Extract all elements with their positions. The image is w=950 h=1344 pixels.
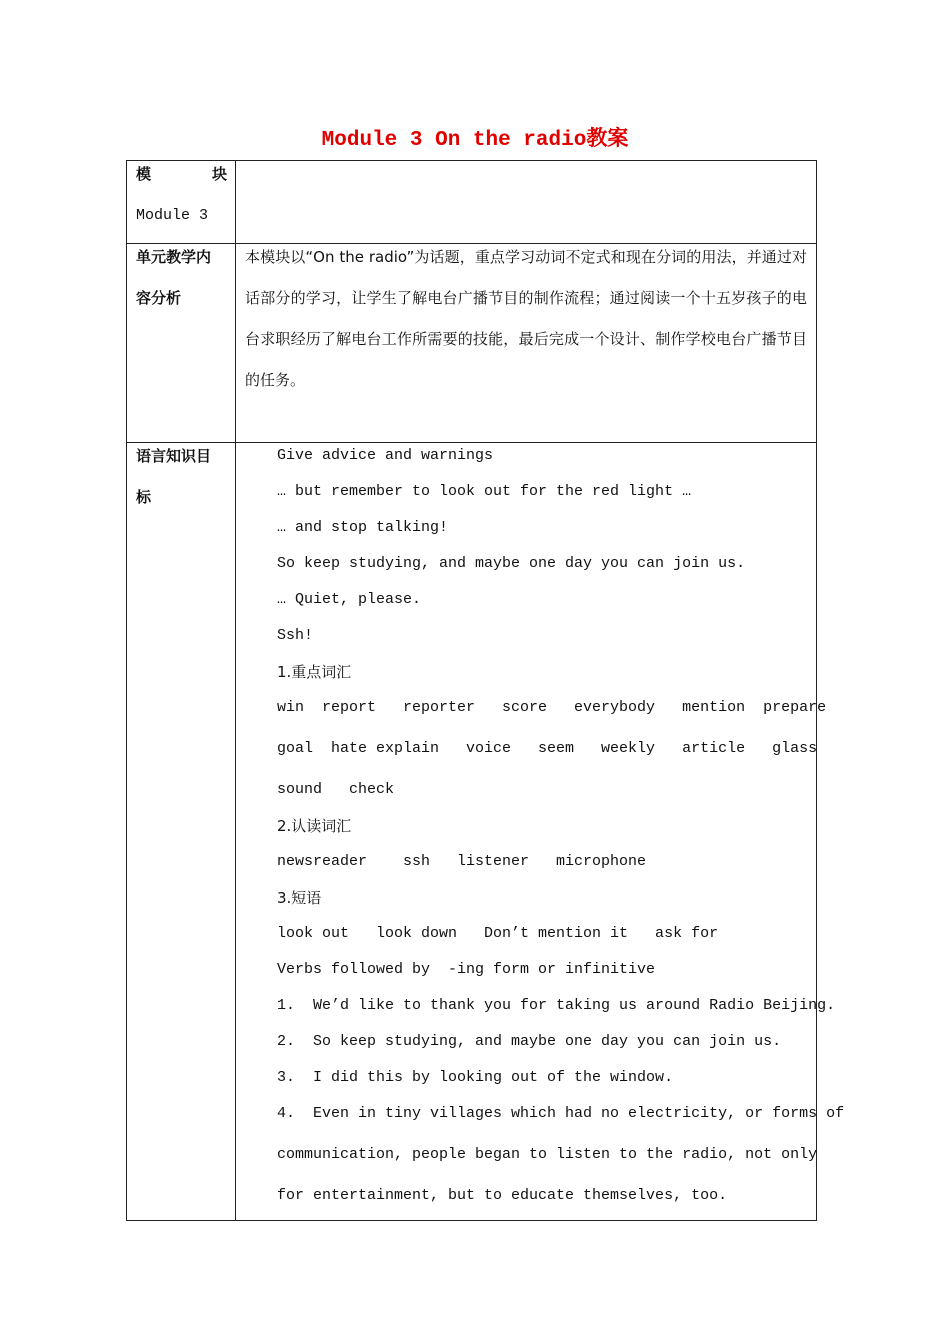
goal-line: … but remember to look out for the red light … bbox=[277, 483, 692, 500]
sentence-line: communication, people began to listen to the radio, not only bbox=[277, 1146, 818, 1163]
vocabulary-line: win report reporter score everybody mention prepare bbox=[277, 699, 827, 716]
analysis-content-cell bbox=[236, 244, 817, 443]
module-label-right: 块 bbox=[211, 165, 227, 183]
lesson-plan-table bbox=[126, 160, 845, 1221]
analysis-paragraph: 本模块以“On the radio”为话题，重点学习动词不定式和现在分词的用法，并通过对话部分的学习，让学生了解电台广播节目的制作流程；通过阅读一个十五岁孩子的电台求职经历了解电台工作所需要的技能，最后完成一个设计、制作学校电台广播节目的任务。 bbox=[245, 248, 807, 389]
goal-line: Give advice and warnings bbox=[277, 447, 494, 464]
analysis-label-line1: 单元教学内 bbox=[136, 248, 212, 266]
goals-label-line2: 标 bbox=[136, 488, 152, 506]
goals-label-line1: 语言知识目 bbox=[136, 447, 212, 465]
module-label-cell bbox=[127, 161, 236, 244]
module-label-heading bbox=[136, 161, 227, 202]
table-row-module bbox=[127, 161, 817, 244]
goal-line: So keep studying, and maybe one day you can join us. bbox=[277, 555, 746, 572]
grammar-line: Verbs followed by -ing form or infinitive bbox=[277, 961, 656, 978]
analysis-label-cell bbox=[127, 244, 236, 443]
sentence-line: 4. Even in tiny villages which had no electricity, or forms of bbox=[277, 1105, 845, 1122]
sentence-line: 1. We’d like to thank you for taking us around Radio Beijing. bbox=[277, 997, 836, 1014]
goals-label-cell bbox=[127, 443, 236, 1221]
table-row-goals bbox=[127, 443, 817, 1221]
goal-line: … and stop talking! bbox=[277, 519, 449, 536]
goal-line: Ssh! bbox=[277, 627, 314, 644]
document-title: Module 3 On the radio教案 bbox=[321, 129, 629, 152]
phrase-line: look out look down Don’t mention it ask for bbox=[277, 925, 719, 942]
vocabulary-line: newsreader ssh listener microphone bbox=[277, 853, 647, 870]
goals-content-cell bbox=[236, 443, 845, 1221]
module-content-cell bbox=[236, 161, 817, 244]
sentence-line: 2. So keep studying, and maybe one day you can join us. bbox=[277, 1033, 782, 1050]
module-label-value: Module 3 bbox=[136, 207, 209, 224]
analysis-label-line2: 容分析 bbox=[136, 289, 182, 307]
section-heading-reading-vocabulary: 2.认读词汇 bbox=[277, 817, 352, 835]
sentence-line: 3. I did this by looking out of the window. bbox=[277, 1069, 674, 1086]
section-heading-phrases: 3.短语 bbox=[277, 889, 322, 907]
goal-line: … Quiet, please. bbox=[277, 591, 422, 608]
sentence-line: for entertainment, but to educate themselves, too. bbox=[277, 1187, 728, 1204]
section-heading-key-vocabulary: 1.重点词汇 bbox=[277, 663, 352, 681]
vocabulary-line: goal hate explain voice seem weekly article glass bbox=[277, 740, 818, 757]
module-label-left: 模 bbox=[136, 165, 152, 183]
table-row-analysis bbox=[127, 244, 817, 443]
vocabulary-line: sound check bbox=[277, 781, 395, 798]
